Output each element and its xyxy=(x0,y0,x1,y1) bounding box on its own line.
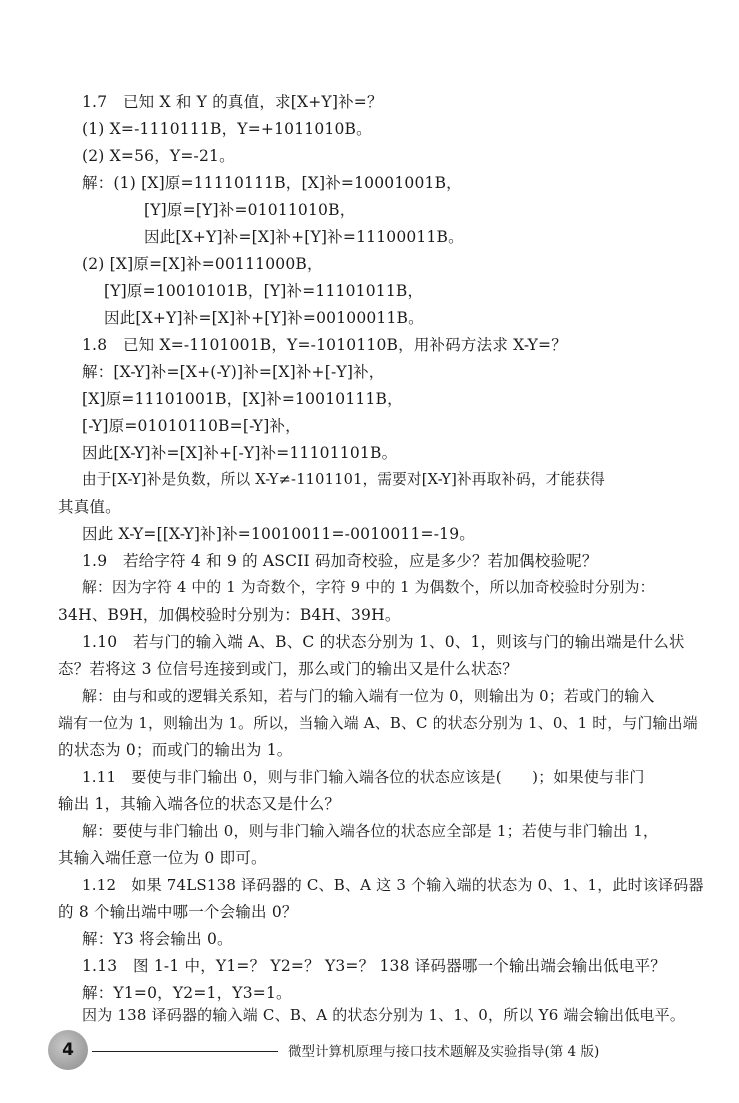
book-title: 微型计算机原理与接口技术题解及实验指导(第 4 版) xyxy=(288,1044,600,1060)
text-line: 端有一位为 1，则输出为 1。所以，当输入端 A、B、C 的状态分别为 1、0、1 时，与门输出端 xyxy=(58,714,698,732)
problem-1-12-heading: 1.12 如果 74LS138 译码器的 C、B、A 这 3 个输入端的状态为 0、1、1，此时该译码器 xyxy=(82,876,704,894)
text-line: (2) X=56，Y=-21。 xyxy=(82,147,235,165)
answer-line: 解：[X-Y]补=[X+(-Y)]补=[X]补+[-Y]补， xyxy=(82,363,385,381)
answer-line: 解：因为字符 4 中的 1 为奇数个，字符 9 中的 1 为偶数个，所以加奇校验时分别为： xyxy=(82,579,655,596)
answer-line: 解：由与和或的逻辑关系知，若与门的输入端有一位为 0，则输出为 0；若或门的输入 xyxy=(82,687,655,705)
text-line: [X]原=11101001B，[X]补=10010111B， xyxy=(82,390,403,408)
text-line: 输出 1，其输入端各位的状态又是什么？ xyxy=(58,795,341,813)
text-line: [-Y]原=01010110B=[-Y]补， xyxy=(82,417,301,435)
text-line: 因为 138 译码器的输入端 C、B、A 的状态分别为 1、1、0，所以 Y6 端会输出低电平。 xyxy=(82,1006,686,1024)
problem-1-7-heading: 1.7 已知 X 和 Y 的真值，求[X+Y]补=？ xyxy=(82,93,383,111)
answer-line: 解：Y1=0，Y2=1，Y3=1。 xyxy=(82,984,292,1002)
text-line: 由于[X-Y]补是负数，所以 X-Y≠-1101101，需要对[X-Y]补再取补码，才能获得 xyxy=(82,471,605,488)
problem-1-13-heading: 1.13 图 1-1 中，Y1=？ Y2=？ Y3=？ 138 译码器哪一个输出端会输出低电平？ xyxy=(82,957,666,975)
problem-1-10-heading: 1.10 若与门的输入端 A、B、C 的状态分别为 1、0、1，则该与门的输出端是什么状 xyxy=(82,633,685,651)
footer-rule xyxy=(92,1051,278,1052)
text-line: 的状态为 0；而或门的输出为 1。 xyxy=(58,741,293,759)
problem-1-11-heading: 1.11 要使与非门输出 0，则与非门输入端各位的状态应该是( )；如果使与非门 xyxy=(82,768,645,786)
text-line: (1) X=-1110111B，Y=+1011010B。 xyxy=(82,120,372,138)
problem-1-8-heading: 1.8 已知 X=-1101001B，Y=-1010110B，用补码方法求 X-Y=？ xyxy=(82,336,567,354)
answer-line: 解：Y3 将会输出 0。 xyxy=(82,930,233,948)
page-number: 4 xyxy=(48,1030,88,1070)
answer-line: 解：要使与非门输出 0，则与非门输入端各位的状态应全部是 1；若使与非门输出 1， xyxy=(82,822,659,840)
text-line: 因此 X-Y=[[X-Y]补]补=10010011=-0010011=-19。 xyxy=(82,525,475,543)
text-line: 态？若将这 3 位信号连接到或门，那么或门的输出又是什么状态？ xyxy=(58,660,518,678)
text-line: [Y]原=[Y]补=01011010B， xyxy=(144,201,356,219)
text-line: [Y]原=10010101B，[Y]补=11101011B， xyxy=(104,282,424,300)
page-footer xyxy=(48,1030,668,1070)
text-line: 因此[X+Y]补=[X]补+[Y]补=11100011B。 xyxy=(144,228,464,246)
text-line: 因此[X+Y]补=[X]补+[Y]补=00100011B。 xyxy=(104,309,424,327)
answer-line: 解：(1) [X]原=11110111B，[X]补=10001001B， xyxy=(82,174,462,192)
text-line: (2) [X]原=[X]补=00111000B， xyxy=(82,255,323,273)
problem-1-9-heading: 1.9 若给字符 4 和 9 的 ASCII 码加奇校验，应是多少？若加偶校验呢？ xyxy=(82,552,598,570)
text-line: 34H、B9H，加偶校验时分别为：B4H、39H。 xyxy=(58,606,401,624)
text-line: 的 8 个输出端中哪一个会输出 0？ xyxy=(58,903,298,921)
text-line: 因此[X-Y]补=[X]补+[-Y]补=11101101B。 xyxy=(82,444,398,462)
text-line: 其真值。 xyxy=(58,498,121,516)
text-line: 其输入端任意一位为 0 即可。 xyxy=(58,849,267,867)
